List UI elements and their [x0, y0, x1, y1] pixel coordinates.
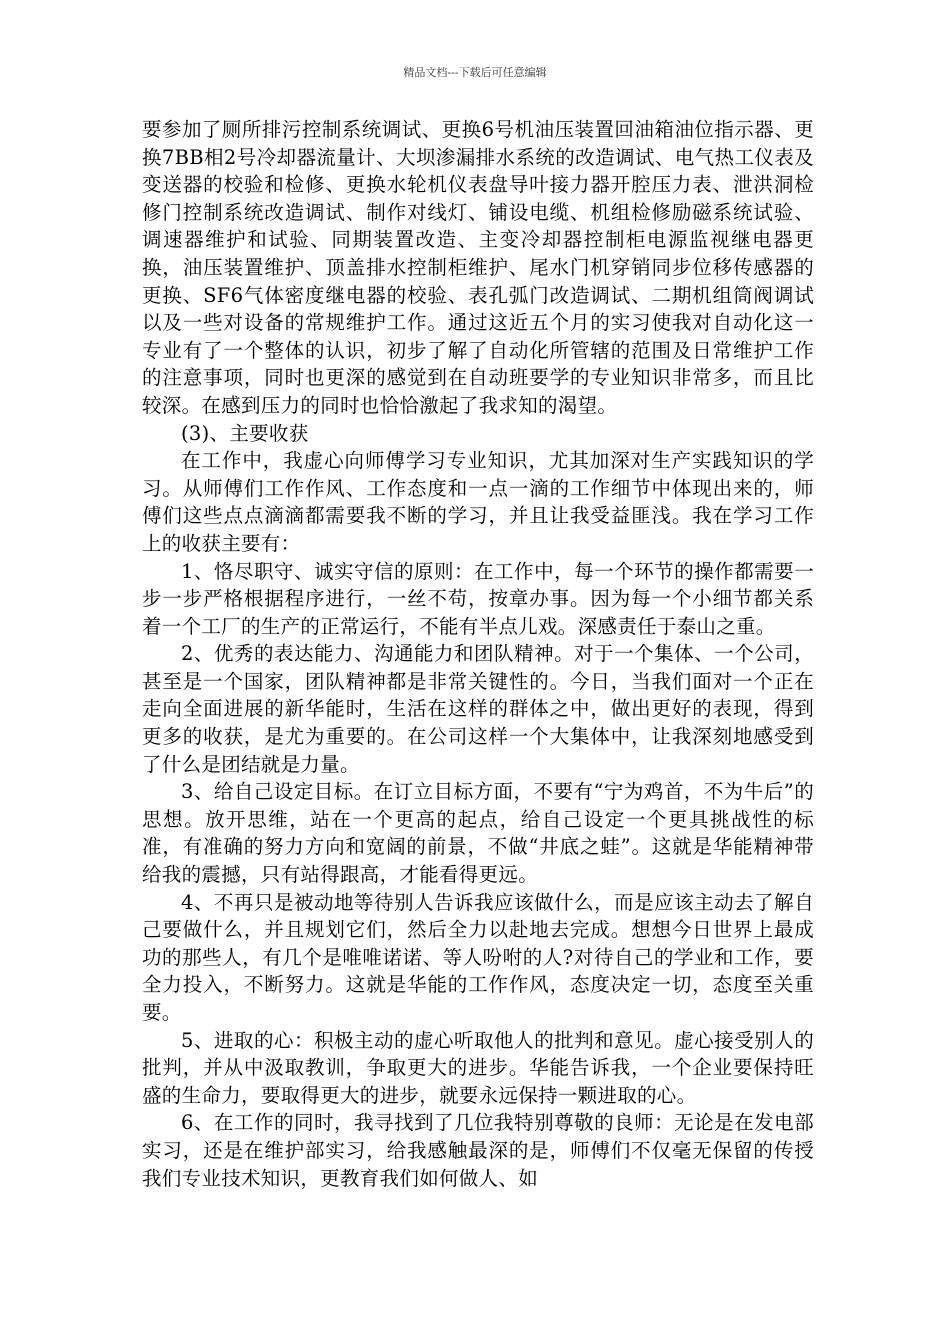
list-item-3: 3、给自己设定目标。在订立目标方面，不要有“宁为鸡首，不为牛后”的思想。放开思维，站在一个更高的起点，给自己设定一个更具挑战性的标准，有准确的努力方向和宽阔的前景，不做“井底之蛙”。这就是华能精神带给我的震撼，只有站得跟高，才能看得更远。 [142, 780, 814, 887]
list-item-1: 1、恪尽职守、诚实守信的原则：在工作中，每一个环节的操作都需要一步一步严格根据程序进行，一丝不苟，按章办事。因为每一个小细节都关系着一个工厂的生产的正常运行，不能有半点儿戏。深感责任于泰山之重。 [142, 559, 814, 638]
paragraph-3: 在工作中，我虚心向师傅学习专业知识，尤其加深对生产实践知识的学习。从师傅们工作作风、工作态度和一点一滴的工作细节中体现出来的，师傅们这些点点滴滴都需要我不断的学习，并且让我受益匪浅。我在学习工作上的收获主要有： [142, 449, 814, 555]
list-item-2: 2、优秀的表达能力、沟通能力和团队精神。对于一个集体、一个公司，甚至是一个国家，团队精神都是非常关键性的。今日，当我们面对一个正在走向全面进展的新华能时，生活在这样的群体之中，做出更好的表现，得到更多的收获，是尤为重要的。在公司这样一个大集体中，让我深刻地感受到了什么是团结就是力量。 [142, 642, 814, 776]
section-heading-main-gains: (3)、主要收获 [181, 421, 309, 445]
document-body [142, 116, 814, 1192]
list-item-6: 6、在工作的同时，我寻找到了几位我特别尊敬的良师：无论是在发电部实习，还是在维护部实习，给我感触最深的是，师傅们不仅毫无保留的传授我们专业技术知识，更教育我们如何做人、如 [142, 1111, 814, 1190]
list-item-4: 4、不再只是被动地等待别人告诉我应该做什么，而是应该主动去了解自己要做什么，并且规划它们，然后全力以赴地去完成。想想今日世界上最成功的那些人，有几个是唯唯诺诺、等人吩咐的人?对待自己的学业和工作，要全力投入，不断努力。这就是华能的工作作风，态度决定一切，态度至关重要。 [142, 890, 814, 1024]
page-header: 精品文档---下载后可任意编辑 [403, 66, 547, 79]
list-item-5: 5、进取的心：积极主动的虚心听取他人的批判和意见。虚心接受别人的批判，并从中汲取教训，争取更大的进步。华能告诉我，一个企业要保持旺盛的生命力，要取得更大的进步，就要永远保持一颗进取的心。 [142, 1028, 814, 1107]
paragraph-1: 要参加了厕所排污控制系统调试、更换6号机油压装置回油箱油位指示器、更换7BB相2号冷却器流量计、大坝渗漏排水系统的改造调试、电气热工仪表及变送器的校验和检修、更换水轮机仪表盘导叶接力器开腔压力表、泄洪洞检修门控制系统改造调试、制作对线灯、铺设电缆、机组检修励磁系统试验、调速器维护和试验、同期装置改造、主变冷却器控制柜电源监视继电器更换，油压装置维护、顶盖排水控制柜维护、尾水门机穿销同步位移传感器的更换、SF6气体密度继电器的校验、表孔弧门改造调试、二期机组筒阀调试以及一些对设备的常规维护工作。通过这近五个月的实习使我对自动化这一专业有了一个整体的认识，初步了解了自动化所管辖的范围及日常维护工作的注意事项，同时也更深的感觉到在自动班要学的专业知识非常多，而且比较深。在感到压力的同时也恰恰激起了我求知的渴望。 [142, 118, 814, 417]
